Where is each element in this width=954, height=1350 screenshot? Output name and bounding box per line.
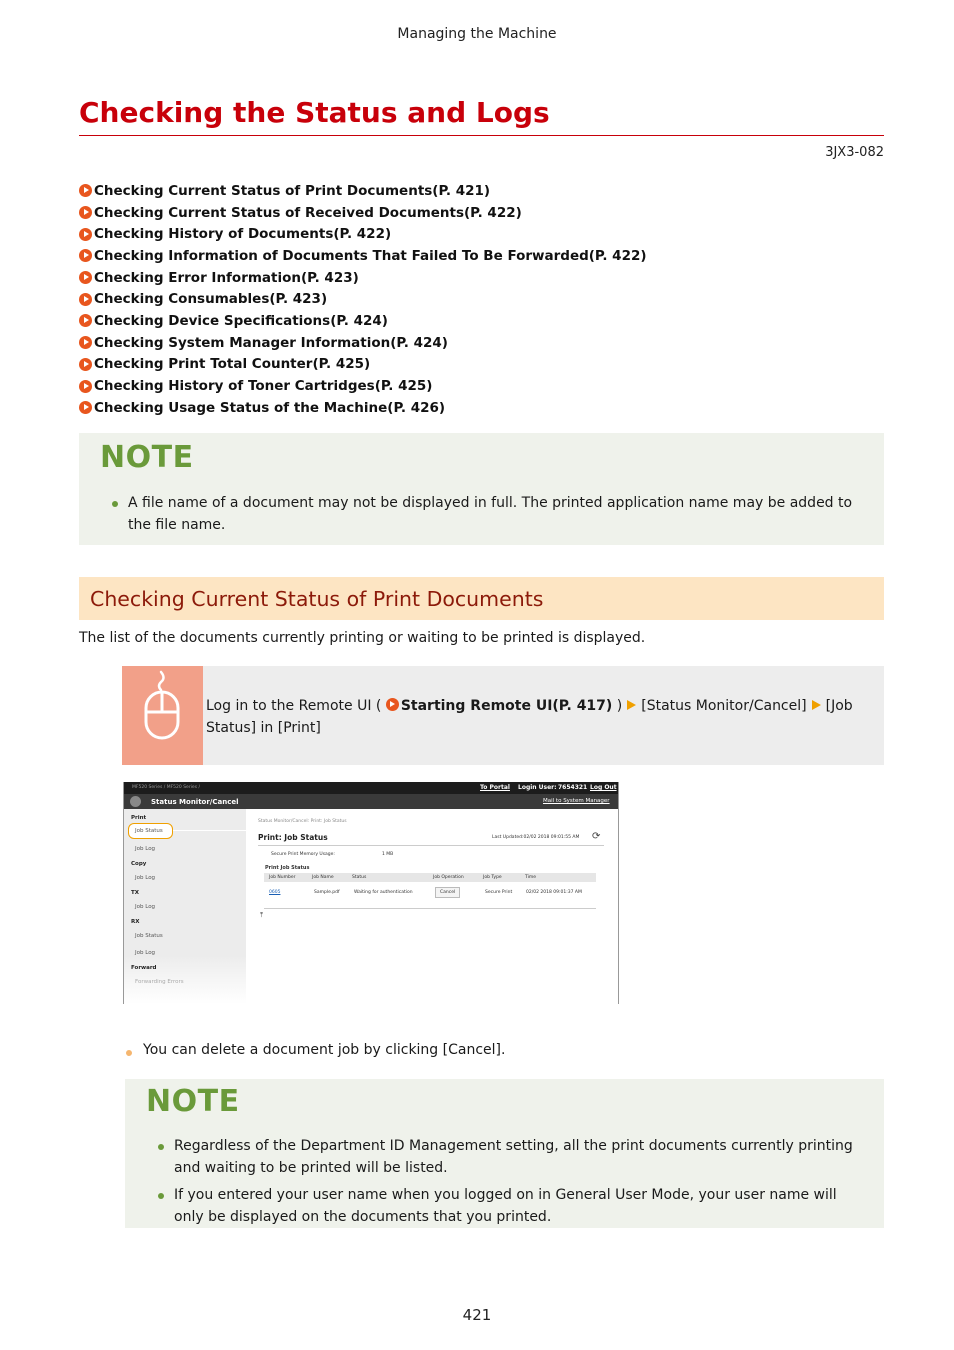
note-item: Regardless of the Department ID Management setting, all the print documents currently printing and waiting to be printed will be listed. (149, 1135, 869, 1179)
ss-table-row: 0605 Sample.pdf Waiting for authentication Cancel Secure Print 02/02 2018 09:01:37 AM (264, 884, 596, 906)
page-title: Checking the Status and Logs (79, 96, 550, 129)
ss-memory-label: Secure Print Memory Usage: (271, 852, 335, 857)
link-arrow-icon (79, 401, 92, 414)
ss-table-header: Job Number Job Name Status Job Operation Job Type Time (264, 873, 596, 882)
toc-link[interactable]: Checking Current Status of Received Documents(P. 422) (79, 202, 647, 224)
link-arrow-icon (79, 380, 92, 393)
ss-cancel-button[interactable]: Cancel (435, 887, 460, 898)
note-item: If you entered your user name when you logged on in General User Mode, your user name will only be displayed on the documents that you printed. (149, 1184, 869, 1228)
ss-to-portal[interactable]: To Portal (480, 784, 510, 791)
link-arrow-icon (79, 249, 92, 262)
remote-ui-screenshot (123, 782, 619, 1004)
section-heading: Checking Current Status of Print Documents (79, 577, 884, 620)
ss-titlebar (124, 794, 618, 809)
toc-link[interactable]: Checking System Manager Information(P. 424) (79, 332, 647, 354)
link-arrow-icon (79, 184, 92, 197)
ss-log-out[interactable]: Log Out (590, 784, 617, 791)
step-instruction: Log in to the Remote UI ( Starting Remote UI(P. 417) ) [Status Monitor/Cancel] [Job Status] in [Print] (206, 698, 853, 736)
section-description: The list of the documents currently printing or waiting to be printed is displayed. (79, 630, 646, 646)
ss-last-updated: Last Updated:02/02 2018 09:01:55 AM (492, 835, 580, 840)
ss-page-title: Print: Job Status (258, 833, 328, 842)
ss-job-number[interactable]: 0605 (269, 890, 281, 895)
ss-side-item[interactable]: Job Status (135, 933, 163, 939)
toc-link[interactable]: Checking History of Documents(P. 422) (79, 223, 647, 245)
toc-link[interactable]: Checking Consumables(P. 423) (79, 288, 647, 310)
ss-side-head: TX (131, 890, 139, 896)
ss-mail-link[interactable]: Mail to System Manager (543, 798, 610, 804)
link-arrow-icon (79, 206, 92, 219)
toc-link[interactable]: Checking Current Status of Print Documents(P. 421) (79, 180, 647, 202)
toc-link[interactable]: Checking Print Total Counter(P. 425) (79, 354, 647, 376)
ss-side-head: Forward (131, 965, 157, 971)
ss-table-title: Print Job Status (265, 865, 310, 871)
ss-side-item[interactable]: Job Log (135, 875, 156, 881)
page-number: 421 (462, 1306, 492, 1324)
ss-login-label: Login User: (518, 784, 557, 791)
ss-home-icon[interactable] (130, 796, 141, 807)
ss-side-head: RX (131, 919, 140, 925)
toc-link[interactable]: Checking Error Information(P. 423) (79, 267, 647, 289)
remote-ui-link[interactable]: Starting Remote UI(P. 417) (400, 698, 613, 714)
running-header: Managing the Machine (397, 26, 557, 42)
ss-breadcrumb: Status Monitor/Cancel: Print: Job Status (258, 819, 347, 824)
note-box (125, 1079, 884, 1228)
ss-side-item[interactable]: Forwarding Errors (135, 979, 184, 985)
note-item: A file name of a document may not be displayed in full. The printed application name may be added to the file name. (103, 492, 863, 536)
ss-side-item[interactable]: Job Log (135, 846, 156, 852)
ss-side-item-active[interactable]: Job Status (128, 823, 173, 839)
ss-side-head: Copy (131, 861, 147, 867)
doc-code: 3JX3-082 (825, 145, 884, 160)
ss-sidebar (124, 809, 246, 1004)
step-arrow-icon (627, 700, 636, 710)
ss-memory-value: 1 MB (382, 852, 394, 857)
link-arrow-icon (79, 271, 92, 284)
step-arrow-icon (812, 700, 821, 710)
title-rule (79, 135, 884, 136)
link-arrow-icon (79, 293, 92, 306)
ss-topbar (124, 782, 618, 794)
ss-side-item[interactable]: Job Log (135, 904, 156, 910)
mouse-icon (122, 666, 203, 765)
toc-link[interactable]: Checking Information of Documents That Failed To Be Forwarded(P. 422) (79, 245, 647, 267)
link-arrow-icon (79, 228, 92, 241)
link-arrow-icon (79, 314, 92, 327)
link-arrow-icon (79, 336, 92, 349)
ss-breadcrumb-top: MF520 Series / MF520 Series / (132, 785, 200, 790)
ss-refresh-icon[interactable]: ⟳ (592, 831, 601, 842)
note-title: NOTE (100, 440, 194, 475)
link-arrow-icon (386, 698, 399, 711)
step-box (122, 666, 884, 765)
toc-list (79, 180, 647, 419)
ss-login-user: 7654321 (558, 784, 588, 791)
bullet-item: You can delete a document job by clicking [Cancel]. (125, 1042, 505, 1058)
toc-link[interactable]: Checking Usage Status of the Machine(P. 426) (79, 397, 647, 419)
ss-title: Status Monitor/Cancel (151, 798, 239, 806)
note-box (79, 433, 884, 545)
note-title: NOTE (146, 1084, 240, 1119)
ss-side-head: Print (131, 815, 147, 821)
toc-link[interactable]: Checking History of Toner Cartridges(P. 425) (79, 375, 647, 397)
toc-link[interactable]: Checking Device Specifications(P. 424) (79, 310, 647, 332)
ss-scroll-top-icon[interactable]: ⤒ (260, 911, 264, 919)
ss-side-item[interactable]: Job Log (135, 950, 156, 956)
link-arrow-icon (79, 358, 92, 371)
